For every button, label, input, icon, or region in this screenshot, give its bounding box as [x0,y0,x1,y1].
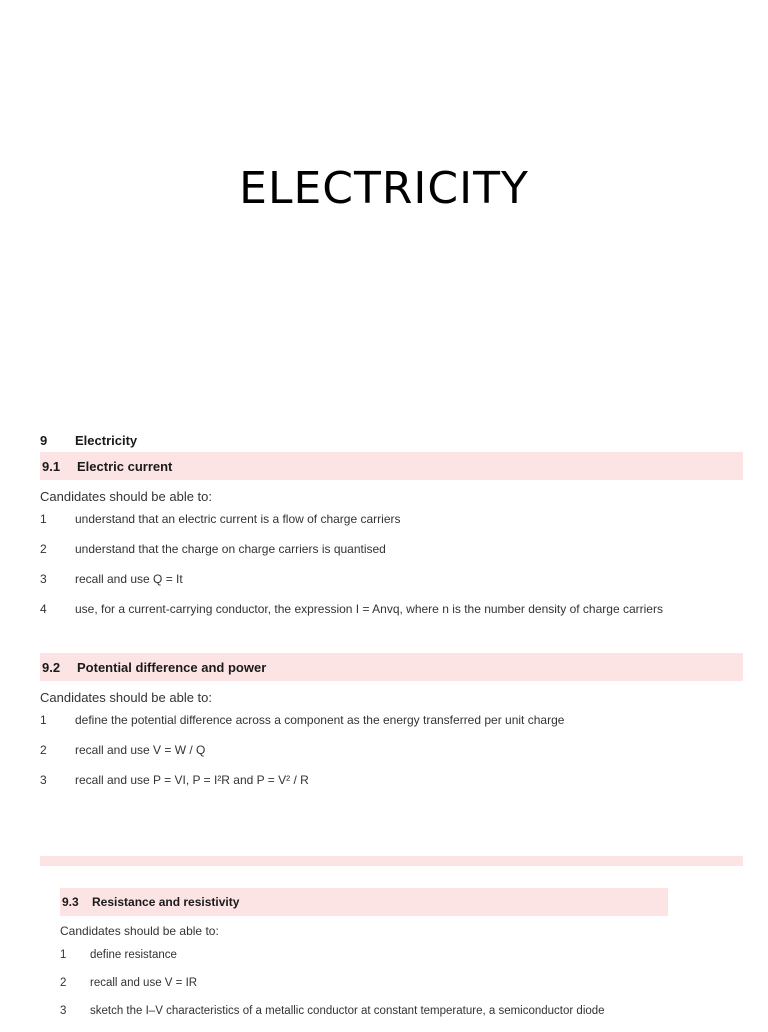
list-item [40,602,743,617]
section-heading-9-2 [40,653,743,681]
item-number: 2 [60,977,67,989]
chapter-number: 9 [40,432,48,448]
section-heading-9-1 [40,452,743,480]
syllabus-excerpt-bottom [60,888,740,1032]
section-intro: Candidates should be able to: [40,489,213,504]
section-intro: Candidates should be able to: [40,690,213,705]
item-text: recall and use V = IR [90,977,198,989]
section-title: Electric current [77,458,173,474]
item-text: understand that an electric current is a flow of charge carriers [75,512,401,526]
item-number: 1 [40,512,47,526]
list-item [60,976,740,991]
list-item [40,512,743,527]
section-number: 9.3 [62,895,79,909]
item-number: 3 [60,1005,67,1017]
chapter-title: Electricity [75,432,138,448]
list-item [40,542,743,557]
item-text: use, for a current-carrying conductor, the expression I = Anvq, where n is the number density of charge carriers [75,602,663,616]
section-heading-9-3 [60,888,668,916]
item-number: 1 [40,713,47,727]
syllabus-excerpt-top [40,428,743,803]
chapter-heading [40,428,743,452]
section-title: Potential difference and power [77,659,267,675]
item-number: 3 [40,773,47,787]
item-text: recall and use V = W / Q [75,743,206,757]
cropped-section-band [40,856,743,866]
item-number: 2 [40,542,47,556]
list-item [40,743,743,758]
item-number: 1 [60,949,67,961]
list-item [40,773,743,788]
item-number: 3 [40,572,47,586]
slide-title: ELECTRICITY [239,163,529,214]
item-text: understand that the charge on charge carriers is quantised [75,542,386,556]
item-text: define the potential difference across a component as the energy transferred per unit charge [75,713,565,727]
item-number: 2 [40,743,47,757]
section-number: 9.1 [42,458,61,474]
item-text: recall and use P = VI, P = I²R and P = V² / R [75,773,309,787]
section-title: Resistance and resistivity [92,895,240,909]
section-number: 9.2 [42,659,61,675]
list-item [60,1004,740,1019]
section-intro: Candidates should be able to: [60,924,219,938]
list-item [40,572,743,587]
item-text: sketch the I–V characteristics of a metallic conductor at constant temperature, a semiconductor diode [90,1005,605,1017]
item-text: define resistance [90,949,177,961]
list-item [40,713,743,728]
item-text: recall and use Q = It [75,572,183,586]
item-number: 4 [40,602,47,616]
list-item [60,948,740,963]
